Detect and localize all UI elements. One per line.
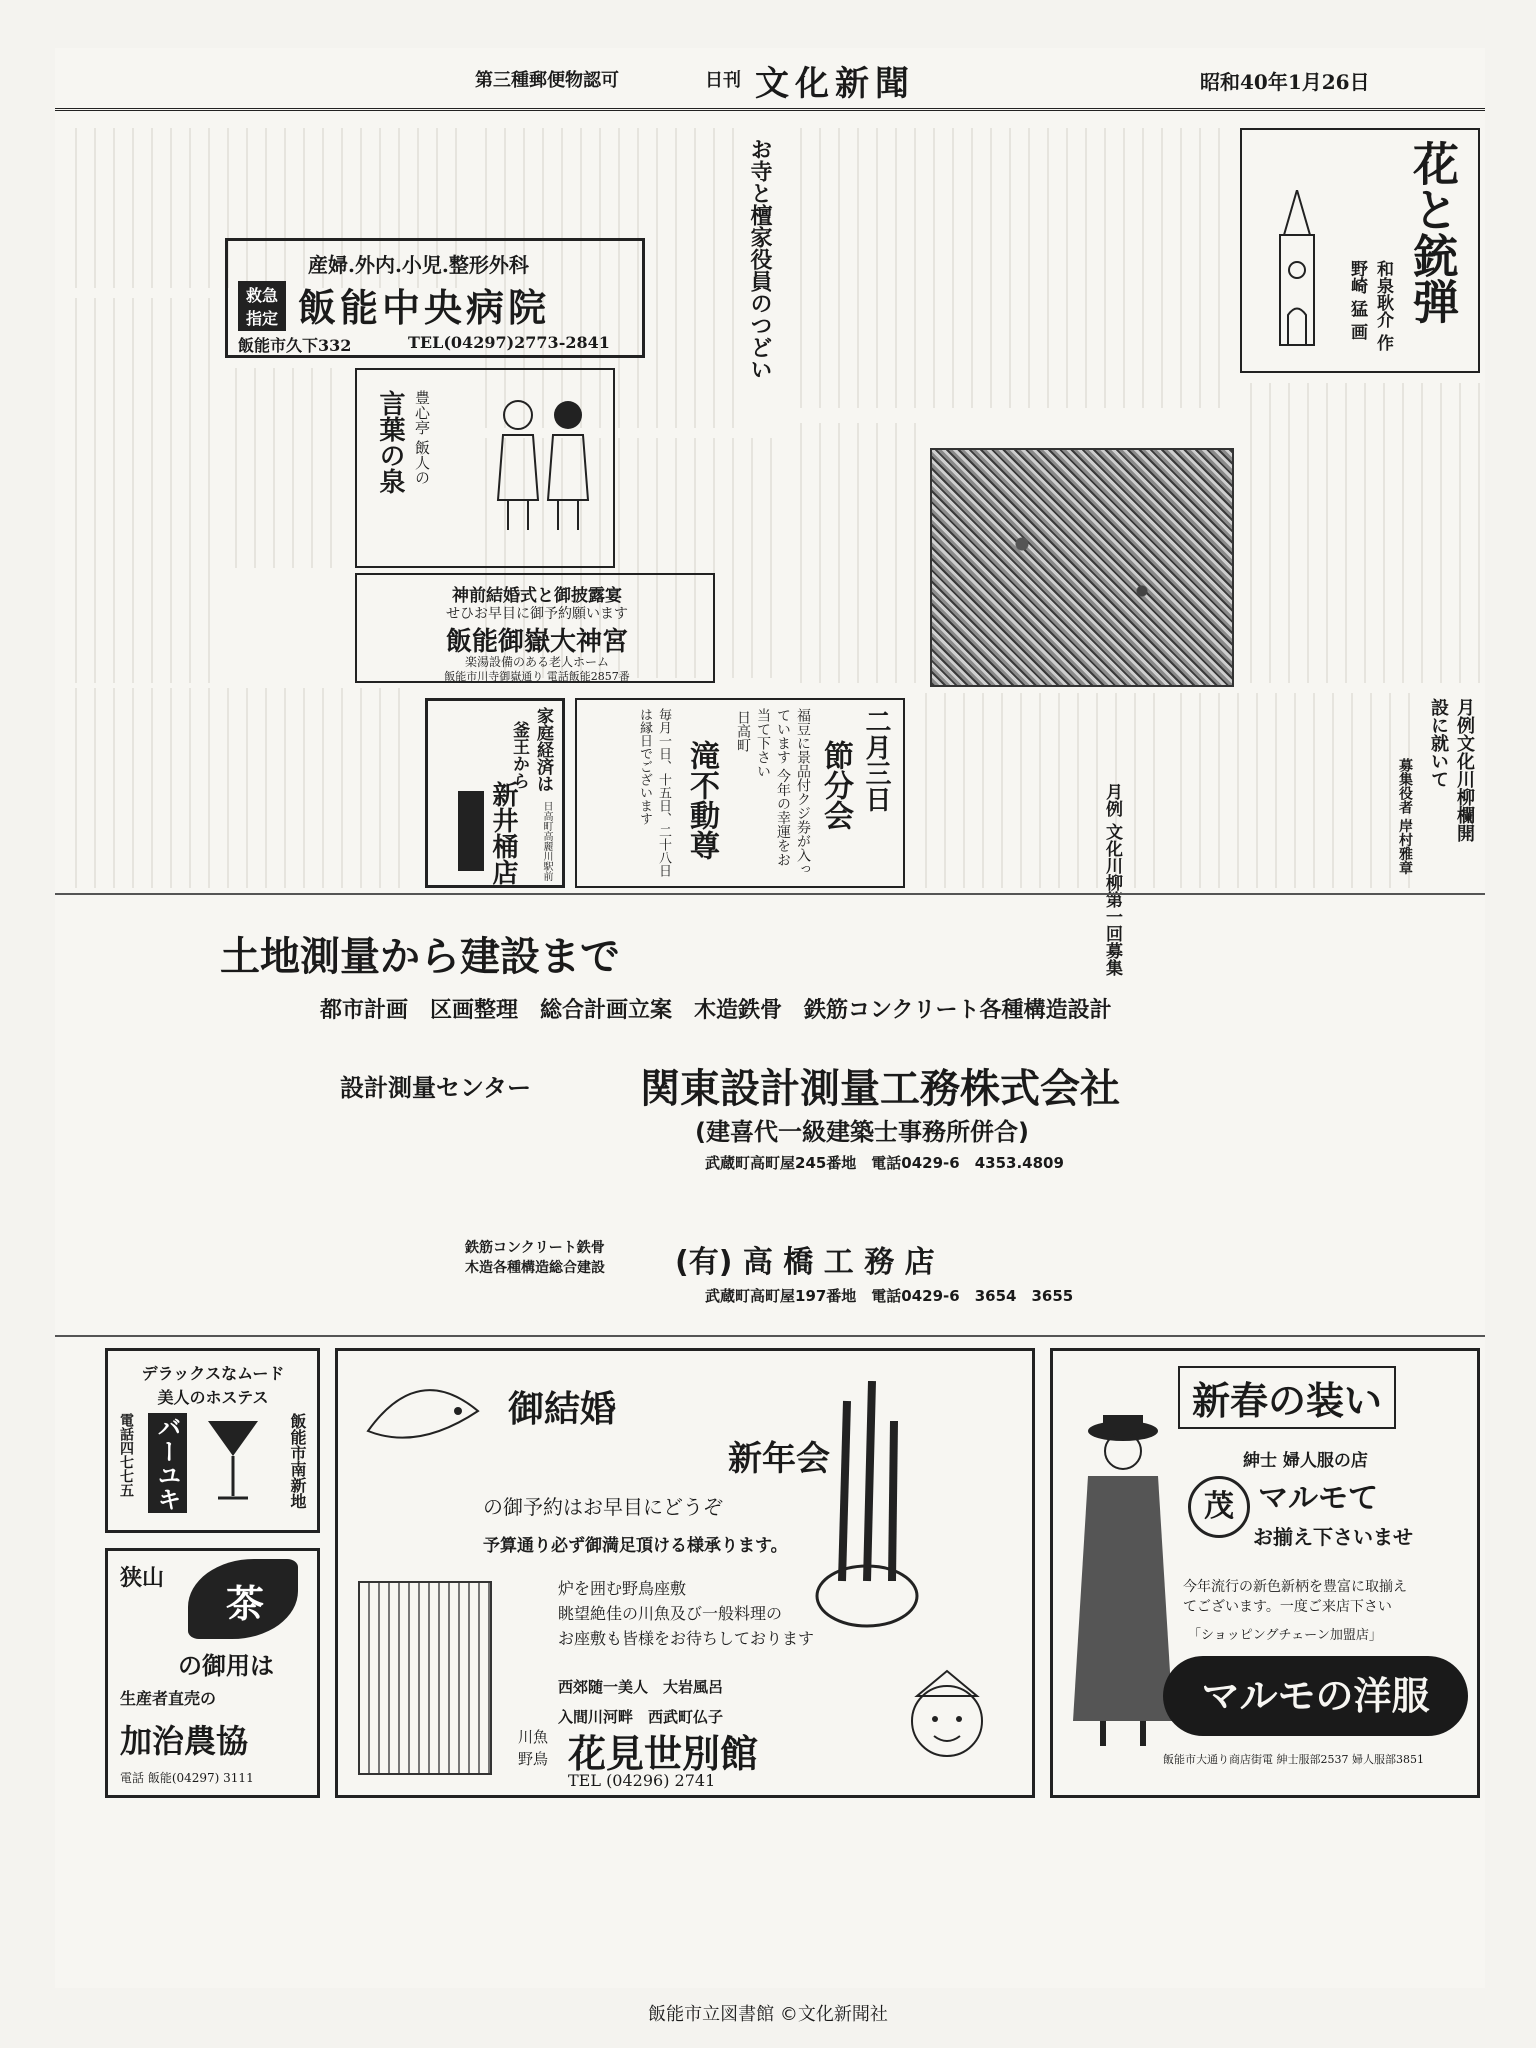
bar-line1: デラックスなムード bbox=[141, 1364, 285, 1383]
inn-title: 御結婚 bbox=[508, 1388, 617, 1430]
setsubun-schedule: 毎月一日、十五日、二十八日は縁日でございます bbox=[637, 708, 671, 877]
inn-name: 花見世別館 bbox=[568, 1731, 759, 1776]
setsubun-event: 節分会 bbox=[818, 740, 853, 830]
bar-line2: 美人のホステス bbox=[157, 1388, 269, 1407]
clothing-kind: 紳士 婦人服の店 bbox=[1243, 1451, 1368, 1471]
clothing-tagline: お揃え下さいませ bbox=[1253, 1525, 1413, 1549]
senryu-author: 募集役者 岸村雅章 bbox=[1397, 758, 1413, 875]
tea-area: 狭山 bbox=[120, 1565, 165, 1591]
bar-phone: 電話四七七五 bbox=[118, 1413, 134, 1497]
bar-name: バーユキ bbox=[148, 1413, 187, 1513]
inn-tel: TEL (04296) 2741 bbox=[568, 1771, 716, 1790]
tea-ad bbox=[105, 1548, 320, 1798]
senryu-text bbox=[915, 693, 1165, 888]
clothing-headline: 新春の装い bbox=[1178, 1366, 1396, 1429]
serial-author: 和泉耿介 作 bbox=[1373, 260, 1393, 351]
shrine-address: 飯能市川寺御嶽通り 電話飯能2857番 bbox=[444, 670, 630, 683]
setsubun-place: 日高町 bbox=[735, 710, 751, 752]
setsubun-date: 二月三日 bbox=[861, 708, 891, 812]
inn-line1: の御予約はお早目にどうぞ bbox=[483, 1495, 723, 1519]
tea-copy: の御用は bbox=[178, 1651, 274, 1680]
inn-line4: 眺望絶佳の川魚及び一般料理の bbox=[558, 1604, 783, 1623]
clothing-copy2: てございます。一度ご来店下さい bbox=[1183, 1599, 1392, 1615]
survey-company: 関東設計測量工務株式会社 bbox=[640, 1066, 1120, 1112]
emergency-badge: 救急指定 bbox=[238, 281, 286, 331]
serial-artist: 野崎 猛 画 bbox=[1347, 260, 1367, 340]
archive-footer: 飯能市立図書館 ©文化新聞社 bbox=[648, 2004, 888, 2025]
serial-illustration bbox=[930, 448, 1234, 687]
senryu-heading: 月例文化川柳欄開設に就いて bbox=[1428, 698, 1475, 842]
setsubun-temple: 滝不動尊 bbox=[684, 740, 719, 860]
bucket-catch: 家庭経済は bbox=[533, 707, 553, 792]
tea-phone: 電話 飯能(04297) 3111 bbox=[120, 1771, 254, 1785]
lower-left-text bbox=[65, 688, 415, 888]
inn-tag1: 川魚 bbox=[518, 1728, 549, 1746]
clothing-copy1: 今年流行の新色新柄を豊富に取揃え bbox=[1183, 1579, 1407, 1595]
masthead bbox=[55, 48, 1485, 111]
hospital-tel: TEL(04297)2773-2841 bbox=[408, 333, 610, 352]
church-illustration bbox=[1250, 190, 1345, 360]
mail-permit: 第三種郵便物認可 bbox=[475, 70, 619, 91]
serial-text-columns bbox=[790, 128, 1230, 408]
serial-text-columns-3 bbox=[790, 423, 925, 683]
senryu-recruit: 月例 文化川柳第一回募集 bbox=[1102, 783, 1122, 976]
tea-kanji: 茶 bbox=[226, 1581, 265, 1626]
hospital-name: 飯能中央病院 bbox=[298, 285, 551, 330]
serial-text-columns-2 bbox=[1240, 383, 1480, 683]
hospital-departments: 産婦.外内.小児.整形外科 bbox=[308, 253, 529, 277]
clothing-address: 飯能市大通り商店街電 紳士服部2537 婦人服部3851 bbox=[1163, 1753, 1424, 1766]
newspaper-page bbox=[55, 48, 1485, 1988]
fish-illustration bbox=[358, 1371, 498, 1461]
shrine-facility: 楽湯設備のある老人ホーム bbox=[464, 655, 609, 669]
tea-direct: 生産者直売の bbox=[120, 1689, 217, 1708]
bucket-ad bbox=[425, 698, 565, 888]
children-illustration bbox=[483, 390, 603, 540]
setsubun-ad bbox=[575, 698, 905, 888]
inn-line3: 炉を囲む野鳥座敷 bbox=[558, 1579, 687, 1598]
inn-feature: 西郊随一美人 大岩風呂 bbox=[558, 1678, 724, 1696]
setsubun-body: 福豆に景品付クジ券が入っています 今年の幸運をお当て下さい bbox=[755, 708, 811, 876]
clothing-chain: 「ショッピングチェーン加盟店」 bbox=[1188, 1628, 1382, 1643]
clothing-ad bbox=[1050, 1348, 1480, 1798]
inn-subtitle: 新年会 bbox=[728, 1439, 830, 1479]
gathering-headline: お寺と檀家役員のつどい bbox=[747, 138, 773, 380]
survey-center: 設計測量センター bbox=[340, 1074, 532, 1102]
sub-company: (有) 高 橋 工 務 店 bbox=[675, 1245, 935, 1280]
clothing-brand: マルモて bbox=[1258, 1481, 1378, 1516]
inn-location: 入間川河畔 西武町仏子 bbox=[558, 1708, 724, 1726]
church-icon bbox=[1250, 190, 1345, 360]
bar-ad bbox=[105, 1348, 320, 1533]
bar-address: 飯能市南新地 bbox=[288, 1413, 307, 1509]
shrine-line2: せひお早目に御予約願います bbox=[446, 606, 628, 622]
shrine-name: 飯能御嶽大神宮 bbox=[445, 627, 628, 657]
hospital-address: 飯能市久下332 bbox=[238, 336, 352, 355]
survey-combined: (建喜代一級建築士事務所併合) bbox=[695, 1118, 1029, 1146]
left-text-columns-2 bbox=[225, 368, 345, 568]
issue-date: 昭和40年1月26日 bbox=[1200, 70, 1370, 94]
hearth-illustration bbox=[358, 1581, 492, 1775]
construction-ad-band bbox=[55, 893, 1485, 1337]
inn-ad bbox=[335, 1348, 1035, 1798]
clothing-mark: 茂 bbox=[1188, 1476, 1250, 1538]
bucket-brand: 釜王から bbox=[509, 721, 529, 789]
survey-headline: 土地測量から建設まで bbox=[220, 934, 620, 980]
survey-services: 都市計画 区画整理 総合計画立案 木造鉄骨 鉄筋コンクリート各種構造設計 bbox=[320, 998, 1112, 1023]
daily-label: 日刊 bbox=[705, 70, 741, 91]
inn-line2: 予算通り必ず御満足頂ける様承ります。 bbox=[483, 1536, 788, 1556]
sub-services: 鉄筋コンクリート鉄骨 木造各種構造総合建設 bbox=[465, 1240, 605, 1276]
eatery-ad bbox=[355, 368, 615, 568]
serial-title-box bbox=[1240, 128, 1480, 373]
eatery-sub: 豊心亭 飯人の bbox=[413, 390, 431, 485]
serial-title: 花と銃弾 bbox=[1406, 140, 1460, 324]
survey-address: 武蔵町高町屋245番地 電話0429-6 4353.4809 bbox=[705, 1154, 1064, 1172]
shrine-line1: 神前結婚式と御披露宴 bbox=[452, 586, 622, 606]
hospital-ad bbox=[225, 238, 645, 358]
eatery-name: 言葉の泉 bbox=[375, 390, 405, 494]
clothing-shop-name: マルモの洋服 bbox=[1163, 1656, 1468, 1736]
sub-address: 武蔵町高町屋197番地 電話0429-6 3654 3655 bbox=[705, 1287, 1074, 1305]
inn-line5: お座敷も皆様をお待ちしております bbox=[558, 1629, 815, 1648]
senryu-column-text bbox=[1170, 693, 1410, 888]
paper-name: 文化新聞 bbox=[755, 64, 915, 104]
stove-illustration bbox=[458, 791, 484, 871]
face-illustration bbox=[892, 1661, 1002, 1771]
inn-tag2: 野鳥 bbox=[518, 1750, 549, 1768]
kadomatsu-illustration bbox=[812, 1381, 922, 1631]
cocktail-glass-icon bbox=[203, 1416, 263, 1506]
bucket-shop-name: 新井桶店 bbox=[488, 781, 518, 885]
bucket-tag: 日高町高麗川駅前 bbox=[541, 801, 552, 881]
shrine-ad bbox=[355, 573, 715, 683]
left-text-columns bbox=[65, 298, 215, 683]
tea-name: 加治農協 bbox=[120, 1722, 249, 1760]
